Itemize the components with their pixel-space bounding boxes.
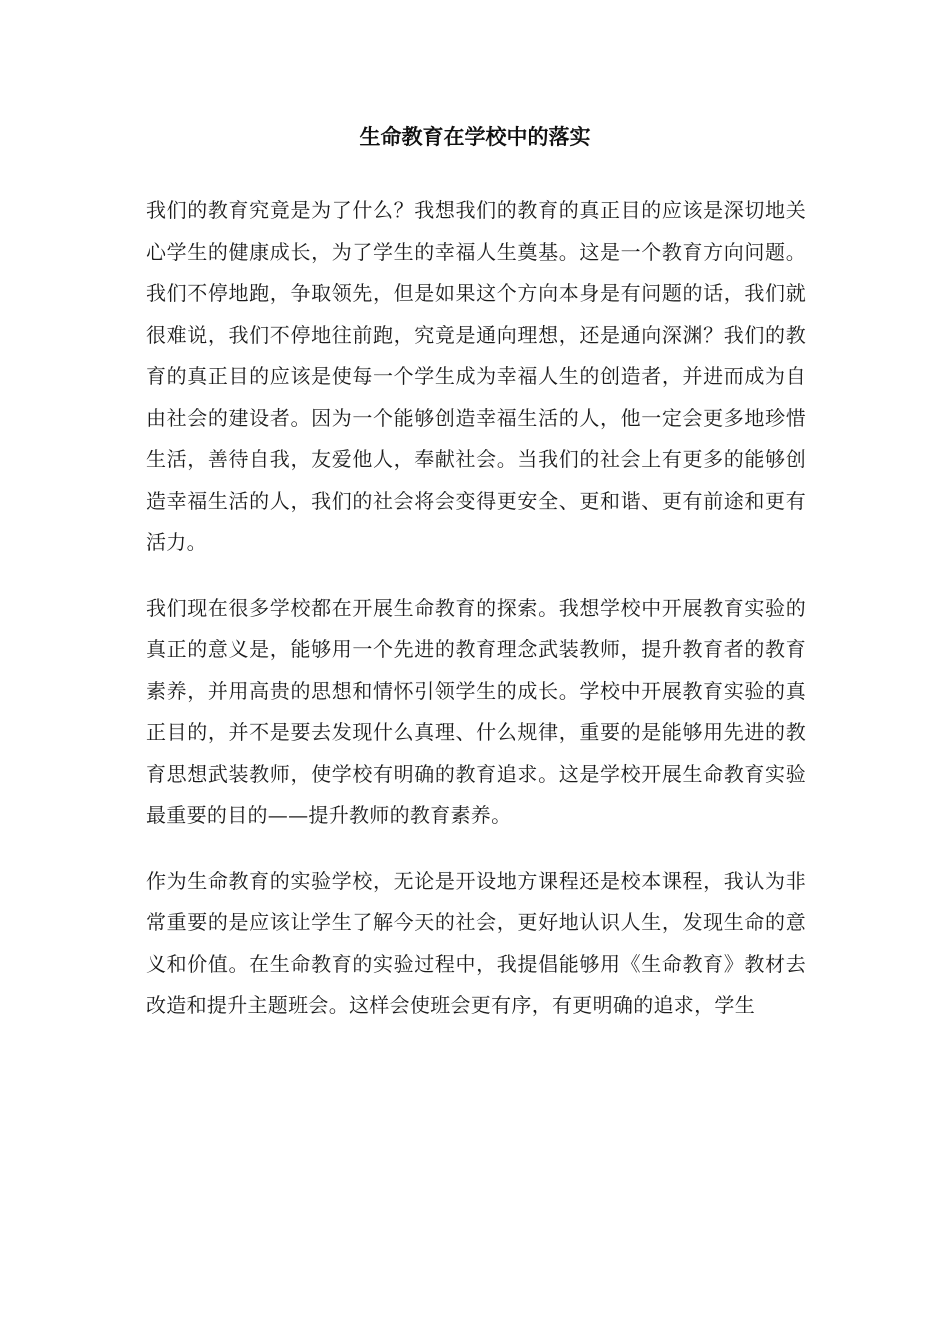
document-title: 生命教育在学校中的落实	[359, 124, 591, 149]
paragraph: 我们的教育究竟是为了什么？我想我们的教育的真正目的应该是深切地关心学生的健康成长，为了学生的幸福人生奠基。这是一个教育方向问题。我们不停地跑，争取领先，但是如果这个方向本身是有问题的话，我们就很难说，我们不停地往前跑，究竟是通向理想，还是通向深渊？我们的教育的真正目的应该是使每一个学生成为幸福人生的创造者，并进而成为自由社会的建设者。因为一个能够创造幸福生活的人，他一定会更多地珍惜生活，善待自我，友爱他人，奉献社会。当我们的社会上有更多的能够创造幸福生活的人，我们的社会将会变得更安全、更和谐、更有前途和更有活力。	[146, 198, 806, 554]
paragraph: 我们现在很多学校都在开展生命教育的探索。我想学校中开展教育实验的真正的意义是，能够用一个先进的教育理念武装教师，提升教育者的教育素养，并用高贵的思想和情怀引领学生的成长。学校中开展教育实验的真正目的，并不是要去发现什么真理、什么规律，重要的是能够用先进的教育思想武装教师，使学校有明确的教育追求。这是学校开展生命教育实验最重要的目的——提升教师的教育素养。	[146, 595, 806, 827]
document-body	[146, 190, 806, 1051]
paragraph: 作为生命教育的实验学校，无论是开设地方课程还是校本课程，我认为非常重要的是应该让学生了解今天的社会，更好地认识人生，发现生命的意义和价值。在生命教育的实验过程中，我提倡能够用《生命教育》教材去改造和提升主题班会。这样会使班会更有序，有更明确的追求，学生	[146, 868, 806, 1017]
